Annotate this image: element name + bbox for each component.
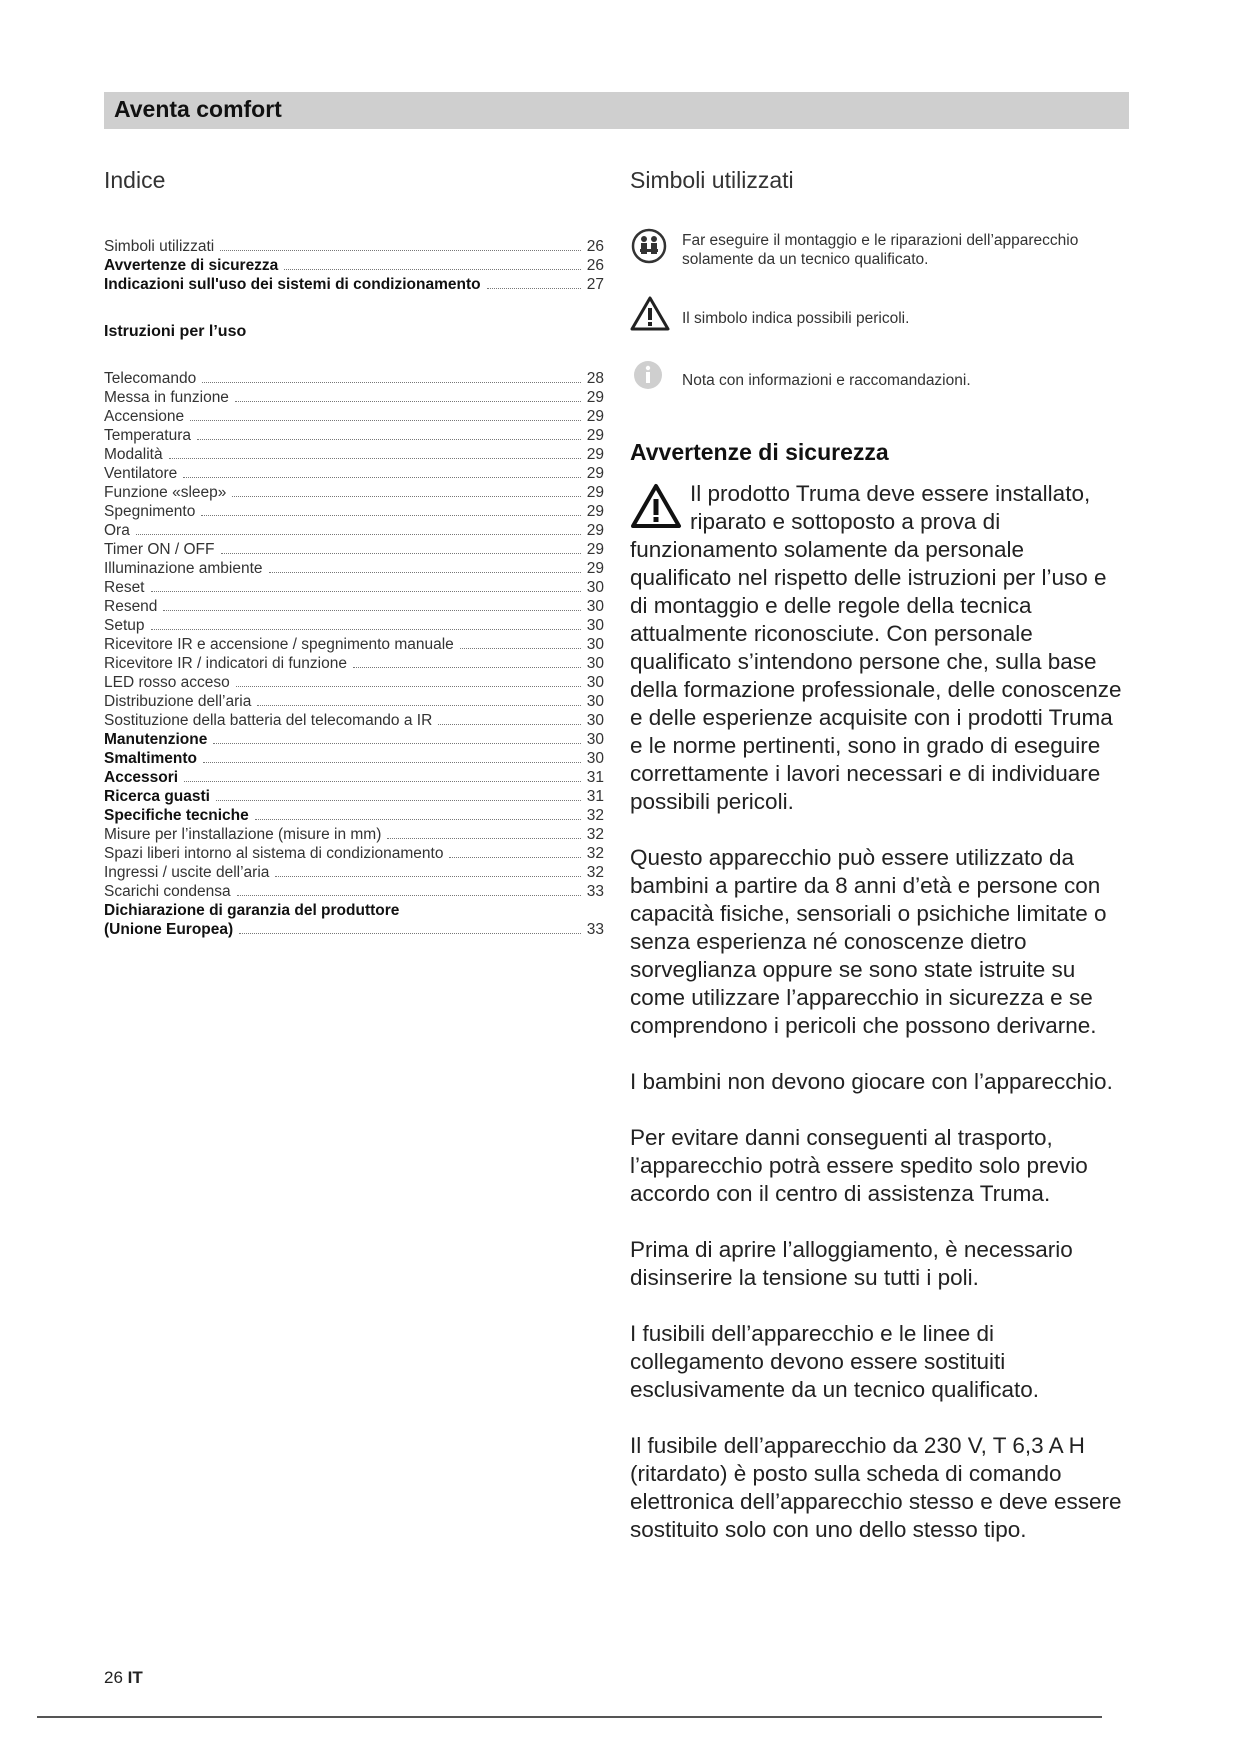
- toc-entry[interactable]: [104, 597, 604, 616]
- toc-entry-page: 30: [586, 655, 604, 672]
- toc-leader-dots: [169, 446, 581, 459]
- toc-entry-page: 26: [586, 238, 604, 255]
- toc-entry-page: 31: [586, 788, 604, 805]
- toc-entry-page: 32: [586, 826, 604, 843]
- toc-entry-page: 30: [586, 712, 604, 729]
- document-title: Aventa comfort: [114, 96, 282, 122]
- technician-icon: [630, 227, 670, 265]
- toc-entry-page: 29: [586, 541, 604, 558]
- toc-entry[interactable]: [104, 673, 604, 692]
- toc-entry-page: 28: [586, 370, 604, 387]
- toc-entry-label: Modalità: [104, 446, 163, 463]
- toc-entry[interactable]: [104, 825, 604, 844]
- toc-leader-dots: [202, 370, 581, 383]
- toc-entry-label: Sostituzione della batteria del telecomando a IR: [104, 712, 433, 729]
- toc-top-list: [104, 237, 604, 294]
- toc-entry-page: 33: [586, 883, 604, 900]
- toc-entry[interactable]: [104, 806, 604, 825]
- toc-entry[interactable]: [104, 844, 604, 863]
- toc-entry-label: Misure per l’installazione (misure in mm): [104, 826, 382, 843]
- toc-entry[interactable]: [104, 730, 604, 749]
- toc-leader-dots: [151, 579, 581, 592]
- toc-entry-page: 29: [586, 522, 604, 539]
- toc-leader-dots: [183, 465, 581, 478]
- right-column: [630, 165, 1130, 1572]
- toc-entry-label: Avvertenze di sicurezza: [104, 257, 279, 274]
- toc-entry-page: 29: [586, 503, 604, 520]
- toc-entry-label: Timer ON / OFF: [104, 541, 215, 558]
- toc-entry[interactable]: [104, 559, 604, 578]
- safety-paragraph-7: Il fusibile dell’apparecchio da 230 V, T 6,3 A H (ritardato) è posto sulla scheda di comando elettronica dell’apparecchio stesso e deve essere sostituito solo con uno dello stesso tipo.: [630, 1433, 1122, 1542]
- toc-leader-dots: [255, 807, 581, 820]
- toc-entry-label: Telecomando: [104, 370, 197, 387]
- toc-entry[interactable]: [104, 256, 604, 275]
- symbol-warning: [630, 295, 1130, 333]
- toc-entry[interactable]: [104, 616, 604, 635]
- toc-entry[interactable]: [104, 464, 604, 483]
- toc-entry-label: Ricerca guasti: [104, 788, 210, 805]
- toc-entry[interactable]: [104, 635, 604, 654]
- toc-leader-dots: [269, 560, 581, 573]
- toc-leader-dots: [237, 883, 581, 896]
- safety-paragraph-3: I bambini non devono giocare con l’apparecchio.: [630, 1069, 1113, 1094]
- toc-leader-dots: [213, 731, 580, 744]
- toc-leader-dots: [235, 389, 581, 402]
- toc-entry-label: Distribuzione dell’aria: [104, 693, 252, 710]
- symbols-list: [630, 227, 1130, 397]
- toc-entry-page: 32: [586, 845, 604, 862]
- toc-entry-label: Ricevitore IR e accensione / spegnimento manuale: [104, 636, 454, 653]
- toc-entry-page: 27: [586, 276, 604, 293]
- safety-paragraph-4: Per evitare danni conseguenti al trasporto, l’apparecchio potrà essere spedito solo previo accordo con il centro di assistenza Truma.: [630, 1125, 1088, 1206]
- toc-entry-label: Ingressi / uscite dell’aria: [104, 864, 270, 881]
- toc-leader-dots: [190, 408, 581, 421]
- toc-entry-page: 30: [586, 750, 604, 767]
- toc-entry-page: 30: [586, 693, 604, 710]
- toc-entry-page: 29: [586, 465, 604, 482]
- toc-leader-dots: [184, 769, 581, 782]
- toc-entry-label: Smaltimento: [104, 750, 198, 767]
- toc-leader-dots: [232, 484, 580, 497]
- toc-entry-page: 30: [586, 598, 604, 615]
- toc-entry-page: 29: [586, 484, 604, 501]
- safety-paragraph-1: Il prodotto Truma deve essere installato, riparato e sottoposto a prova di funzionamento solamente da personale qualificato nel rispetto delle istruzioni per l’uso e di montaggio e delle regole della tecnica attualmente riconosciute. Con personale qualificato s’intendono persone che, sulla base della formazione professionale, delle conoscenze e delle esperienze acquisite con i prodotti Truma e le norme pertinenti, sono in grado di eseguire correttamente i lavori necessari e di individuare possibili pericoli.: [630, 481, 1122, 814]
- symbol-technician: [630, 227, 1130, 269]
- toc-entry-page: 29: [586, 560, 604, 577]
- toc-subheading: Istruzioni per l’uso: [104, 323, 247, 340]
- symbol-info: [630, 359, 1130, 397]
- toc-entry-page: 32: [586, 807, 604, 824]
- toc-leader-dots: [387, 826, 580, 839]
- toc-entry-page: 30: [586, 617, 604, 634]
- toc-leader-dots: [487, 276, 581, 289]
- header-bar: [104, 92, 1129, 129]
- toc-entry-page: 30: [586, 636, 604, 653]
- toc-entry-label: Setup: [104, 617, 145, 634]
- toc-entry-page: 29: [586, 389, 604, 406]
- language-code: IT: [127, 1668, 143, 1687]
- toc-entry[interactable]: [104, 502, 604, 521]
- toc-entry[interactable]: [104, 711, 604, 730]
- toc-entry-page: 30: [586, 674, 604, 691]
- toc-entry-page: 26: [586, 257, 604, 274]
- toc-entry[interactable]: [104, 787, 604, 806]
- safety-paragraph-2: Questo apparecchio può essere utilizzato da bambini a partire da 8 anni d’età e persone con capacità fisiche, sensoriali o psichiche limitate o senza esperienza né conoscenze dietro sorveglianza oppure se sono state istruite su come utilizzare l’apparecchio in sicurezza e se comprendono i pericoli che possono derivarne.: [630, 845, 1107, 1038]
- toc-leader-dots: [438, 712, 580, 725]
- symbol-info-text: Nota con informazioni e raccomandazioni.: [682, 372, 971, 389]
- toc-final-line2: (Unione Europea) 33: [104, 921, 604, 938]
- symbols-heading: Simboli utilizzati: [630, 167, 794, 193]
- info-icon: [630, 359, 670, 397]
- toc-entry[interactable]: [104, 749, 604, 768]
- safety-heading: Avvertenze di sicurezza: [630, 439, 889, 465]
- safety-paragraph-5: Prima di aprire l’alloggiamento, è necessario disinserire la tensione su tutti i poli.: [630, 1237, 1073, 1290]
- toc-heading: Indice: [104, 167, 166, 193]
- toc-entry-label: LED rosso acceso: [104, 674, 230, 691]
- toc-entry-label: Funzione «sleep»: [104, 484, 227, 501]
- toc-entry[interactable]: [104, 445, 604, 464]
- toc-entry-label: Temperatura: [104, 427, 192, 444]
- toc-entry[interactable]: [104, 521, 604, 540]
- toc-entry[interactable]: [104, 540, 604, 559]
- toc-entry-label: Specifiche tecniche: [104, 807, 249, 824]
- toc-entry[interactable]: [104, 237, 604, 256]
- footer-divider: [37, 1716, 1102, 1718]
- toc-entry-page: 31: [586, 769, 604, 786]
- toc-entry-label: Scarichi condensa: [104, 883, 231, 900]
- toc-entry-label: Accessori: [104, 769, 179, 786]
- toc-entry[interactable]: [104, 275, 604, 294]
- toc-leader-dots: [203, 750, 581, 763]
- toc-entry-label: Ricevitore IR / indicatori di funzione: [104, 655, 347, 672]
- toc-entry[interactable]: [104, 483, 604, 502]
- toc-leader-dots: [221, 541, 581, 554]
- toc-entry[interactable]: [104, 407, 604, 426]
- toc-entry[interactable]: [104, 578, 604, 597]
- toc-entry-label: Ventilatore: [104, 465, 178, 482]
- toc-leader-dots: [449, 845, 580, 858]
- toc-entry-label: Messa in funzione: [104, 389, 229, 406]
- toc-entry-page: 30: [586, 579, 604, 596]
- toc-entry-page: 30: [586, 731, 604, 748]
- toc-leader-dots: [284, 257, 580, 270]
- toc-leader-dots: [257, 693, 580, 706]
- toc-leader-dots: [201, 503, 580, 516]
- warning-icon: [630, 482, 682, 532]
- toc-entry-label: Spegnimento: [104, 503, 196, 520]
- toc-leader-dots: [460, 636, 581, 649]
- symbol-warning-text: Il simbolo indica possibili pericoli.: [682, 310, 910, 327]
- toc-entry-label: Illuminazione ambiente: [104, 560, 263, 577]
- toc-leader-dots: [353, 655, 581, 668]
- toc-entry[interactable]: [104, 863, 604, 882]
- page-footer: [104, 1668, 143, 1688]
- toc-entry-label: Spazi liberi intorno al sistema di condizionamento: [104, 845, 444, 862]
- toc-entry-label: Resend: [104, 598, 158, 615]
- toc-entry[interactable]: [104, 388, 604, 407]
- toc-entry-label: Indicazioni sull'uso dei sistemi di condizionamento: [104, 276, 481, 293]
- toc-entry[interactable]: [104, 692, 604, 711]
- toc-entry-label: Reset: [104, 579, 145, 596]
- toc-entry[interactable]: [104, 882, 604, 901]
- symbol-technician-text: Far eseguire il montaggio e le riparazioni dell’apparecchio solamente da un tecnico qualificato.: [682, 232, 1079, 268]
- safety-paragraph-6: I fusibili dell’apparecchio e le linee di collegamento devono essere sostituiti esclusivamente da un tecnico qualificato.: [630, 1321, 1039, 1402]
- toc-entry[interactable]: [104, 369, 604, 388]
- table-of-contents: [104, 165, 604, 939]
- toc-entry-label: Manutenzione: [104, 731, 208, 748]
- toc-leader-dots: [197, 427, 581, 440]
- page-number: 26: [104, 1668, 123, 1687]
- toc-entry-page: 32: [586, 864, 604, 881]
- toc-leader-dots: [275, 864, 580, 877]
- toc-entry-label: Simboli utilizzati: [104, 238, 215, 255]
- toc-entry[interactable]: [104, 426, 604, 445]
- toc-final-line1: Dichiarazione di garanzia del produttore: [104, 902, 400, 919]
- toc-entry[interactable]: [104, 768, 604, 787]
- toc-entry-page: 29: [586, 446, 604, 463]
- toc-entry-page: 29: [586, 408, 604, 425]
- toc-main-list: [104, 369, 604, 901]
- toc-leader-dots: [220, 238, 580, 251]
- toc-leader-dots: [239, 921, 581, 934]
- toc-entry-label: Ora: [104, 522, 130, 539]
- toc-leader-dots: [136, 522, 581, 535]
- toc-entry-label: Accensione: [104, 408, 185, 425]
- toc-final-entry[interactable]: [104, 901, 604, 939]
- toc-entry[interactable]: [104, 654, 604, 673]
- toc-entry-page: 29: [586, 427, 604, 444]
- toc-leader-dots: [163, 598, 580, 611]
- toc-leader-dots: [216, 788, 581, 801]
- warning-icon: [630, 295, 670, 333]
- toc-leader-dots: [236, 674, 581, 687]
- toc-leader-dots: [151, 617, 581, 630]
